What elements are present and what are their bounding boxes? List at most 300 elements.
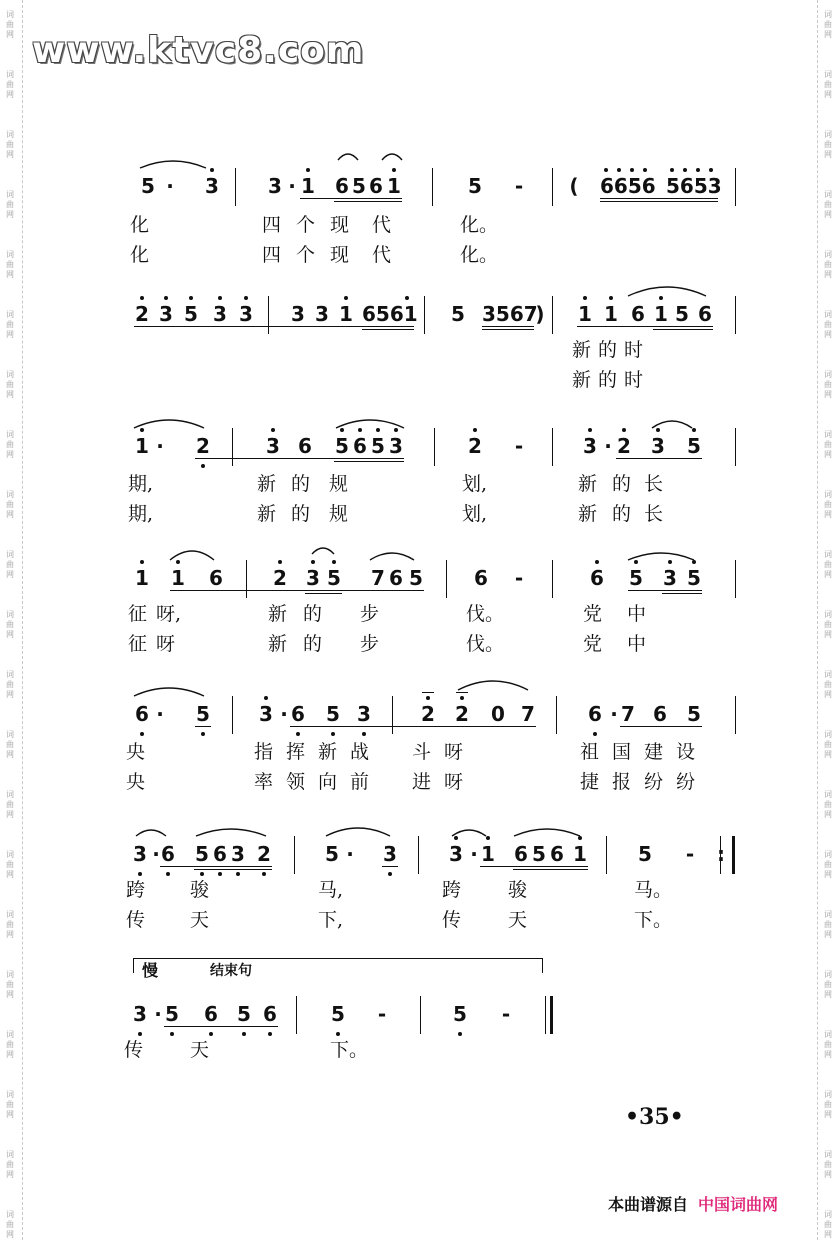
note: 3 xyxy=(389,434,403,458)
slur xyxy=(140,161,206,168)
slur xyxy=(134,688,204,696)
barline xyxy=(232,428,233,466)
lyric: 化。 xyxy=(460,214,499,236)
dot-above xyxy=(140,296,144,300)
barline xyxy=(552,296,553,334)
barline xyxy=(294,836,295,874)
slur xyxy=(326,828,390,836)
lyric: 央 xyxy=(126,741,146,763)
note: 3 xyxy=(159,302,173,326)
note: 6656 xyxy=(600,174,656,198)
dot-above xyxy=(392,168,396,172)
underline xyxy=(600,198,718,199)
dot-above xyxy=(358,428,362,432)
note: 1 xyxy=(654,302,668,326)
dot-below xyxy=(166,872,170,876)
lyric: 新 xyxy=(268,633,288,655)
lyric: 呀, xyxy=(156,603,182,625)
lyric: 骏 xyxy=(508,879,528,901)
dot-above xyxy=(454,836,458,840)
note: 7 xyxy=(521,702,535,726)
note: · xyxy=(610,702,618,726)
dot-below xyxy=(388,872,392,876)
dot-below xyxy=(242,1032,246,1036)
underline xyxy=(195,458,404,459)
side-mark: 词 曲 网 xyxy=(6,370,14,399)
note: 6 xyxy=(263,1002,277,1026)
dot-above xyxy=(578,836,582,840)
lyric: 党 xyxy=(583,603,603,625)
repeat-sign: : xyxy=(717,842,725,866)
note: 6 xyxy=(590,566,604,590)
dot-above xyxy=(426,696,430,700)
lyric: 下。 xyxy=(634,909,673,931)
side-mark: 词 曲 网 xyxy=(6,1030,14,1059)
note: - xyxy=(514,174,524,198)
barline xyxy=(552,560,553,598)
note: 6 xyxy=(204,1002,218,1026)
dot-above xyxy=(486,836,490,840)
dot-above xyxy=(244,296,248,300)
note: · xyxy=(604,434,612,458)
dot-above xyxy=(306,168,310,172)
underline xyxy=(300,198,402,199)
lyric: 期, xyxy=(128,473,154,495)
note: 6 xyxy=(369,174,383,198)
note: 3 xyxy=(239,302,253,326)
note: 5 xyxy=(165,1002,179,1026)
note: 5 xyxy=(675,302,689,326)
lyric: 现 xyxy=(330,214,350,236)
lyric: 新 xyxy=(318,741,338,763)
note: 6 xyxy=(474,566,488,590)
underline xyxy=(334,461,404,462)
lyric: 化。 xyxy=(460,244,499,266)
note: 6 xyxy=(209,566,223,590)
lyric: 传 xyxy=(126,909,146,931)
underline xyxy=(513,869,588,870)
underline xyxy=(170,590,424,591)
dot-above xyxy=(340,428,344,432)
note: 5 xyxy=(184,302,198,326)
lyric: 传 xyxy=(124,1039,144,1061)
note: 6 xyxy=(588,702,602,726)
lyric: 的 xyxy=(612,503,632,525)
side-mark: 词 曲 网 xyxy=(6,850,14,879)
lyric: 建 xyxy=(644,741,664,763)
note: ( xyxy=(569,174,579,198)
left-margin-strip xyxy=(0,0,23,1240)
dot-above xyxy=(394,428,398,432)
side-mark: 词 曲 网 xyxy=(6,190,14,219)
underline xyxy=(334,201,402,202)
side-mark: 词 曲 网 xyxy=(824,970,832,999)
side-mark: 词 曲 网 xyxy=(6,10,14,39)
dot-above xyxy=(278,560,282,564)
dot-above xyxy=(604,168,608,172)
lyric: 天 xyxy=(190,909,210,931)
dot-above xyxy=(473,428,477,432)
dot-below xyxy=(458,1032,462,1036)
note: 3 xyxy=(231,842,245,866)
lyric: 代 xyxy=(372,214,392,236)
note: 1 xyxy=(481,842,495,866)
slur xyxy=(338,154,358,160)
dot-below xyxy=(331,732,335,736)
dot-above xyxy=(668,560,672,564)
side-mark: 词 曲 网 xyxy=(6,70,14,99)
side-mark: 词 曲 网 xyxy=(824,1150,832,1179)
side-mark: 词 曲 网 xyxy=(6,730,14,759)
lyric: 新 xyxy=(578,503,598,525)
underline xyxy=(480,866,588,867)
lyric: 新 xyxy=(268,603,288,625)
lyric: 新 xyxy=(572,339,592,361)
underline xyxy=(195,726,211,727)
side-mark: 词 曲 网 xyxy=(6,1150,14,1179)
note: 3 xyxy=(133,842,147,866)
note: · xyxy=(280,702,288,726)
dot-below xyxy=(593,732,597,736)
lyric: 新 xyxy=(257,503,277,525)
dot-above xyxy=(140,560,144,564)
dot-above xyxy=(311,560,315,564)
note: 5 xyxy=(325,842,339,866)
lyric: 长 xyxy=(644,503,664,525)
note: 7 xyxy=(371,566,385,590)
dot-above xyxy=(140,428,144,432)
dot-above xyxy=(344,296,348,300)
lyric: 天 xyxy=(508,909,528,931)
lyric: 时 xyxy=(624,369,644,391)
lyric: 捷 xyxy=(580,771,600,793)
slur xyxy=(136,830,166,836)
ending-bracket xyxy=(133,958,543,973)
barline xyxy=(735,696,736,734)
barline xyxy=(232,696,233,734)
underline xyxy=(616,458,702,459)
side-mark: 词 曲 网 xyxy=(6,550,14,579)
underline xyxy=(134,326,414,327)
note: 3 xyxy=(133,1002,147,1026)
note: - xyxy=(501,1002,511,1026)
dot-above xyxy=(405,296,409,300)
overline xyxy=(456,692,468,693)
side-mark: 词 曲 网 xyxy=(6,310,14,339)
side-mark: 词 曲 网 xyxy=(824,190,832,219)
dot-above xyxy=(583,296,587,300)
dot-above xyxy=(210,168,214,172)
note: 1 xyxy=(604,302,618,326)
lyric: 下, xyxy=(318,909,344,931)
lyric: 马。 xyxy=(634,879,673,901)
note: 2 xyxy=(421,702,435,726)
lyric: 下。 xyxy=(330,1039,369,1061)
note: 5 xyxy=(687,702,701,726)
note: 1 xyxy=(387,174,401,198)
note: 3 xyxy=(651,434,665,458)
lyric: 征 xyxy=(128,603,148,625)
side-mark: 词 曲 网 xyxy=(824,790,832,819)
lyric: 呀 xyxy=(444,741,464,763)
lyric: 马, xyxy=(318,879,344,901)
note: 5 xyxy=(237,1002,251,1026)
side-mark: 词 曲 网 xyxy=(824,70,832,99)
side-mark: 词 曲 网 xyxy=(824,130,832,159)
barline xyxy=(556,696,557,734)
slur xyxy=(312,548,334,554)
lyric: 划, xyxy=(462,503,488,525)
lyric: 的 xyxy=(291,473,311,495)
barline xyxy=(606,836,607,874)
final-barline xyxy=(550,996,553,1034)
dot-above xyxy=(659,296,663,300)
note: 6 xyxy=(389,566,403,590)
note: 5 xyxy=(687,434,701,458)
slur xyxy=(452,830,486,836)
lyric: 斗 xyxy=(412,741,432,763)
source-credit xyxy=(608,1192,778,1215)
side-mark: 词 曲 网 xyxy=(824,250,832,279)
note: 6 xyxy=(698,302,712,326)
lyric: 纷 xyxy=(644,771,664,793)
note: 6 xyxy=(653,702,667,726)
lyric: 中 xyxy=(627,603,647,625)
lyric: 化 xyxy=(130,214,150,236)
side-mark: 词 曲 网 xyxy=(824,1210,832,1239)
note: 5 xyxy=(196,702,210,726)
lyric: 的 xyxy=(303,603,323,625)
note: 5 xyxy=(451,302,465,326)
note: 3 xyxy=(306,566,320,590)
underline xyxy=(160,866,272,867)
slur xyxy=(628,553,694,560)
note: 5 xyxy=(638,842,652,866)
note: 1 xyxy=(573,842,587,866)
note: 6 xyxy=(514,842,528,866)
source-label: 本曲谱源自 xyxy=(608,1195,689,1214)
dot-above xyxy=(709,168,713,172)
dot-above xyxy=(692,428,696,432)
lyric: 新 xyxy=(572,369,592,391)
barline xyxy=(552,168,553,206)
underline xyxy=(290,726,536,727)
lyric: 祖 xyxy=(580,741,600,763)
side-mark: 词 曲 网 xyxy=(6,250,14,279)
note: 5 xyxy=(327,566,341,590)
note: 3 xyxy=(268,174,282,198)
side-mark: 词 曲 网 xyxy=(6,670,14,699)
lyric: 规 xyxy=(329,503,349,525)
note: · xyxy=(152,842,160,866)
barline xyxy=(735,296,736,334)
side-mark: 词 曲 网 xyxy=(6,610,14,639)
lyric: 化 xyxy=(130,244,150,266)
lyric: 的 xyxy=(598,369,618,391)
note: 5 xyxy=(629,566,643,590)
slur xyxy=(370,553,414,560)
barline xyxy=(552,428,553,466)
note: · xyxy=(156,434,164,458)
tempo-marking: 慢 xyxy=(142,961,159,980)
dot-above xyxy=(630,168,634,172)
dot-below xyxy=(138,1032,142,1036)
side-mark: 词 曲 网 xyxy=(824,850,832,879)
underline xyxy=(382,866,398,867)
side-mark: 词 曲 网 xyxy=(824,550,832,579)
note: · xyxy=(470,842,478,866)
underline xyxy=(662,593,702,594)
ending-label: 结束句 xyxy=(210,963,252,979)
note: · xyxy=(166,174,174,198)
dot-below xyxy=(140,732,144,736)
note: 5 xyxy=(409,566,423,590)
note: 5 xyxy=(532,842,546,866)
dot-above xyxy=(271,428,275,432)
page-number: •35• xyxy=(625,1104,684,1130)
note: 3 xyxy=(449,842,463,866)
note: 2 xyxy=(196,434,210,458)
underline xyxy=(194,869,272,870)
note: 3 xyxy=(266,434,280,458)
note: 5 xyxy=(326,702,340,726)
note: 5 xyxy=(352,174,366,198)
dot-below xyxy=(268,1032,272,1036)
lyric: 划, xyxy=(462,473,488,495)
dot-above xyxy=(622,428,626,432)
note: 3 xyxy=(383,842,397,866)
dot-above xyxy=(696,168,700,172)
barline xyxy=(434,428,435,466)
side-mark: 词 曲 网 xyxy=(824,430,832,459)
dot-above xyxy=(176,560,180,564)
note: 3 xyxy=(259,702,273,726)
lyric: 期, xyxy=(128,503,154,525)
lyric: 的 xyxy=(291,503,311,525)
lyric: 传 xyxy=(442,909,462,931)
note: 2 xyxy=(455,702,469,726)
note: 3 xyxy=(357,702,371,726)
dot-above xyxy=(332,560,336,564)
lyric: 个 xyxy=(296,244,316,266)
barline xyxy=(392,696,393,734)
dot-above xyxy=(460,696,464,700)
underline xyxy=(628,590,702,591)
dot-below xyxy=(201,464,205,468)
note: 1 xyxy=(578,302,592,326)
slur xyxy=(336,420,404,428)
dot-above xyxy=(588,428,592,432)
note: 3567 xyxy=(482,302,538,326)
side-mark: 词 曲 网 xyxy=(824,610,832,639)
note: 3 xyxy=(205,174,219,198)
dot-above xyxy=(264,696,268,700)
dot-above xyxy=(595,560,599,564)
dot-below xyxy=(209,1032,213,1036)
note: 5653 xyxy=(666,174,722,198)
note: 2 xyxy=(617,434,631,458)
site-name: 中国词曲网 xyxy=(698,1195,779,1214)
lyric: 征 xyxy=(128,633,148,655)
lyric: 呀 xyxy=(156,633,176,655)
note: - xyxy=(514,566,524,590)
lyric: 的 xyxy=(598,339,618,361)
dot-above xyxy=(189,296,193,300)
note: ) xyxy=(535,302,545,326)
side-mark: 词 曲 网 xyxy=(6,790,14,819)
side-mark: 词 曲 网 xyxy=(824,1030,832,1059)
lyric: 新 xyxy=(578,473,598,495)
barline xyxy=(268,296,269,334)
lyric: 现 xyxy=(330,244,350,266)
side-mark: 词 曲 网 xyxy=(6,1210,14,1239)
lyric: 设 xyxy=(676,741,696,763)
note: 6 xyxy=(298,434,312,458)
lyric: 前 xyxy=(350,771,370,793)
note: 6 xyxy=(353,434,367,458)
lyric: 的 xyxy=(612,473,632,495)
note: 6561 xyxy=(362,302,418,326)
note: 6 xyxy=(335,174,349,198)
note: 5 xyxy=(335,434,349,458)
note: 7 xyxy=(621,702,635,726)
lyric: 向 xyxy=(318,771,338,793)
side-mark: 词 曲 网 xyxy=(824,1090,832,1119)
note: 3 xyxy=(663,566,677,590)
underline xyxy=(653,329,713,330)
note: - xyxy=(514,434,524,458)
note: 2 xyxy=(273,566,287,590)
dot-below xyxy=(236,872,240,876)
underline xyxy=(620,726,702,727)
note: 6 xyxy=(161,842,175,866)
lyric: 进 xyxy=(412,771,432,793)
slur xyxy=(196,829,266,836)
note: 1 xyxy=(301,174,315,198)
side-mark: 词 曲 网 xyxy=(824,730,832,759)
note: 5 xyxy=(195,842,209,866)
lyric: 时 xyxy=(624,339,644,361)
note: 5 xyxy=(687,566,701,590)
dot-above xyxy=(164,296,168,300)
lyric: 个 xyxy=(296,214,316,236)
barline xyxy=(420,996,421,1034)
lyric: 呀 xyxy=(444,771,464,793)
side-mark: 词 曲 网 xyxy=(824,10,832,39)
dot-below xyxy=(262,872,266,876)
note: 3 xyxy=(583,434,597,458)
lyric: 挥 xyxy=(286,741,306,763)
side-mark: 词 曲 网 xyxy=(6,910,14,939)
note: 1 xyxy=(135,566,149,590)
dot-below xyxy=(170,1032,174,1036)
lyric: 央 xyxy=(126,771,146,793)
dot-below xyxy=(201,732,205,736)
barline xyxy=(418,836,419,874)
watermark: www.ktvc8.com xyxy=(32,30,365,71)
barline xyxy=(735,428,736,466)
dot-below xyxy=(200,872,204,876)
dot-above xyxy=(656,428,660,432)
side-mark: 词 曲 网 xyxy=(824,370,832,399)
note: - xyxy=(377,1002,387,1026)
lyric: 的 xyxy=(303,633,323,655)
dot-below xyxy=(336,1032,340,1036)
dot-above xyxy=(617,168,621,172)
side-mark: 词 曲 网 xyxy=(6,1090,14,1119)
lyric: 四 xyxy=(262,214,282,236)
note: 6 xyxy=(213,842,227,866)
